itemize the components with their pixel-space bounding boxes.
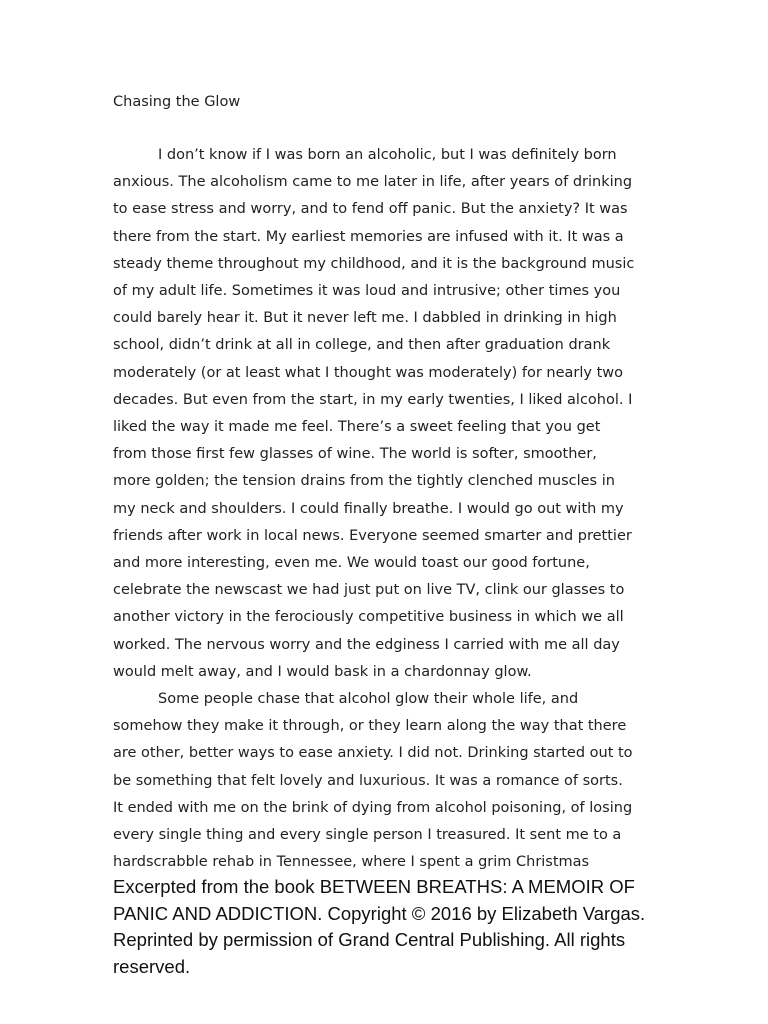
text-line: school, didn’t drink at all in college, and then after graduation drank [113,337,611,354]
text-line: liked the way it made me feel. There’s a sweet feeling that you get [113,419,601,436]
text-line: more golden; the tension drains from the tightly clenched muscles in [113,473,615,490]
text-line: be something that felt lovely and luxurious. It was a romance of sorts. [113,772,623,789]
text-line: I don’t know if I was born an alcoholic, but I was definitely born [158,147,617,163]
text-line: could barely hear it. But it never left me. I dabbled in drinking in high [113,310,617,327]
text-line: another victory in the ferociously competitive business in which we all [113,609,624,626]
credit-line: reserved. [113,955,191,977]
text-line: worked. The nervous worry and the edginess I carried with me all day [113,636,620,653]
text-line: decades. But even from the start, in my early twenties, I liked alcohol. I [113,391,633,408]
paragraph-2 [113,686,673,876]
text-line: celebrate the newscast we had just put on live TV, clink our glasses to [113,582,625,599]
text-line: every single thing and every single person I treasured. It sent me to a [113,827,622,844]
text-line: from those first few glasses of wine. The world is softer, smoother, [113,446,597,463]
text-line: steady theme throughout my childhood, and it is the background music [113,255,635,272]
copyright-notice [113,874,673,980]
text-line: Some people chase that alcohol glow their whole life, and [158,691,579,708]
text-line: It ended with me on the brink of dying from alcohol poisoning, of losing [113,799,633,816]
credit-line: Reprinted by permission of Grand Central Publishing. All rights [113,929,626,950]
credit-line: Excerpted from the book BETWEEN BREATHS: A MEMOIR OF [113,876,635,897]
text-line: hardscrabble rehab in Tennessee, where I spent a grim Christmas [113,854,590,871]
credit-line: PANIC AND ADDICTION. Copyright © 2016 by Elizabeth Vargas. [113,902,646,924]
document-body [113,142,673,876]
text-line: of my adult life. Sometimes it was loud and intrusive; other times you [113,283,621,300]
text-line: to ease stress and worry, and to fend off panic. But the anxiety? It was [113,201,628,218]
paragraph-1 [113,142,673,686]
text-line: are other, better ways to ease anxiety. I did not. Drinking started out to [113,745,633,762]
document-title: Chasing the Glow [113,94,241,110]
text-line: friends after work in local news. Everyone seemed smarter and prettier [113,527,632,544]
text-line: my neck and shoulders. I could finally breathe. I would go out with my [113,500,624,517]
text-line: moderately (or at least what I thought was moderately) for nearly two [113,364,623,381]
text-line: somehow they make it through, or they learn along the way that there [113,718,627,735]
text-line: would melt away, and I would bask in a chardonnay glow. [113,663,532,680]
text-line: and more interesting, even me. We would toast our good fortune, [113,555,590,572]
text-line: anxious. The alcoholism came to me later in life, after years of drinking [113,174,633,191]
text-line: there from the start. My earliest memories are infused with it. It was a [113,228,624,245]
